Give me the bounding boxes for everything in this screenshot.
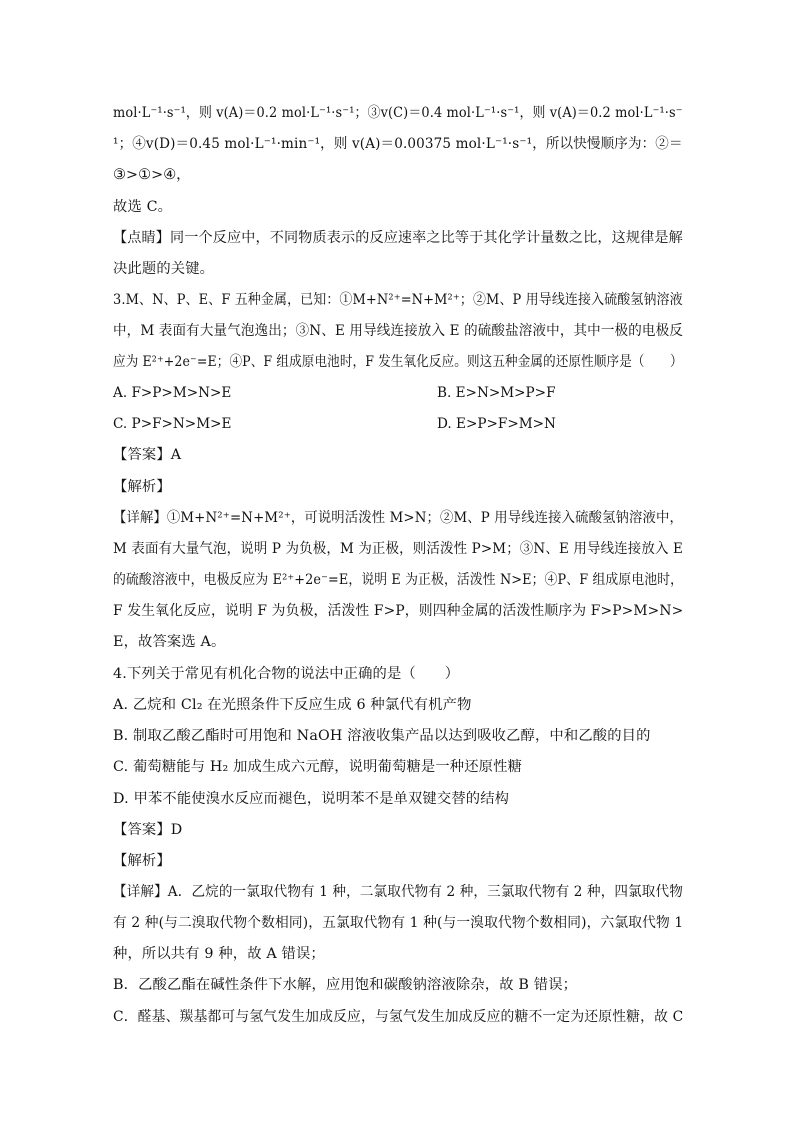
text-line: ¹；④v(D)＝0.45 mol·L⁻¹·min⁻¹，则 v(A)＝0.00375 mol·L⁻¹·s⁻¹，所以快慢顺序为：②＝ [113, 136, 683, 152]
text-line: 有 2 种(与二溴取代物个数相同)，五氯取代物有 1 种(与一溴取代物个数相同)，六氯取代物 1 [113, 915, 684, 931]
option-c: C. 葡萄糖能与 H₂ 加成生成六元醇，说明葡萄糖是一种还原性糖 [113, 759, 523, 775]
text-line: 种，所以共有 9 种，故 A 错误； [113, 946, 325, 962]
question-4-stem: 4.下列关于常见有机化合物的说法中正确的是（ ） [113, 666, 460, 682]
text-line: C．醛基、羰基都可与氢气发生加成反应，与氢气发生加成反应的糖不一定为还原性糖，故 C [113, 1009, 684, 1025]
text-line: 故选 C。 [113, 199, 173, 215]
option-b: B. E>N>M>P>F [437, 385, 556, 401]
text-line: 【详解】A．乙烷的一氯取代物有 1 种，二氯取代物有 2 种，三氯取代物有 2 种，四氯取代物 [113, 884, 683, 900]
text-line: 【详解】①M+N²⁺=N+M²⁺，可说明活泼性 M>N；②M、P 用导线连接入硫酸氢钠溶液中， [113, 510, 683, 526]
text-line: E，故答案选 A。 [113, 634, 226, 650]
option-d: D. 甲苯不能使溴水反应而褪色，说明苯不是单双键交替的结构 [113, 791, 510, 807]
answer-label: 【答案】A [113, 447, 182, 463]
text-line: ③>①>④， [113, 167, 191, 183]
text-line: 的硫酸溶液中，电极反应为 E²⁺+2e⁻=E，说明 E 为正极，活泼性 N>E；④P、F 组成原电池时， [113, 572, 684, 588]
option-b: B. 制取乙酸乙酯时可用饱和 NaOH 溶液收集产品以达到吸收乙醇，中和乙酸的目的 [113, 728, 651, 744]
text-line: 应为 E²⁺+2e⁻=E；④P、F 组成原电池时，F 发生氧化反应。则这五种金属的还原性顺序是（ ） [113, 354, 683, 370]
text-line: M 表面有大量气泡，说明 P 为负极，M 为正极，则活泼性 P>M；③N、E 用导线连接放入 E [113, 541, 684, 557]
text-line: B．乙酸乙酯在碱性条件下水解，应用饱和碳酸钠溶液除杂，故 B 错误； [113, 977, 578, 993]
option-c: C. P>F>N>M>E [113, 416, 232, 432]
question-3-stem: 3.M、N、P、E、F 五种金属，已知：①M+N²⁺=N+M²⁺；②M、P 用导线连接入硫酸氢钠溶液 [113, 292, 683, 308]
option-a: A. F>P>M>N>E [113, 385, 232, 401]
analysis-label: 【解析】 [113, 853, 171, 869]
text-line: F 发生氧化反应，说明 F 为负极，活泼性 F>P，则四种金属的活泼性顺序为 F>P>M>N> [113, 603, 684, 619]
text-line: 【点睛】同一个反应中，不同物质表示的反应速率之比等于其化学计量数之比，这规律是解 [113, 230, 683, 246]
answer-label: 【答案】D [113, 822, 183, 838]
text-line: 中，M 表面有大量气泡逸出；③N、E 用导线连接放入 E 的硫酸盐溶液中，其中一极的电极反 [113, 323, 683, 339]
text-line: mol·L⁻¹·s⁻¹，则 v(A)＝0.2 mol·L⁻¹·s⁻¹；③v(C)＝0.4 mol·L⁻¹·s⁻¹，则 v(A)＝0.2 mol·L⁻¹·s⁻ [113, 105, 683, 121]
text-line: 决此题的关键。 [113, 261, 215, 277]
option-a: A. 乙烷和 Cl₂ 在光照条件下反应生成 6 种氯代有机产物 [113, 697, 472, 713]
option-d: D. E>P>F>M>N [437, 416, 556, 432]
analysis-label: 【解析】 [113, 479, 171, 495]
